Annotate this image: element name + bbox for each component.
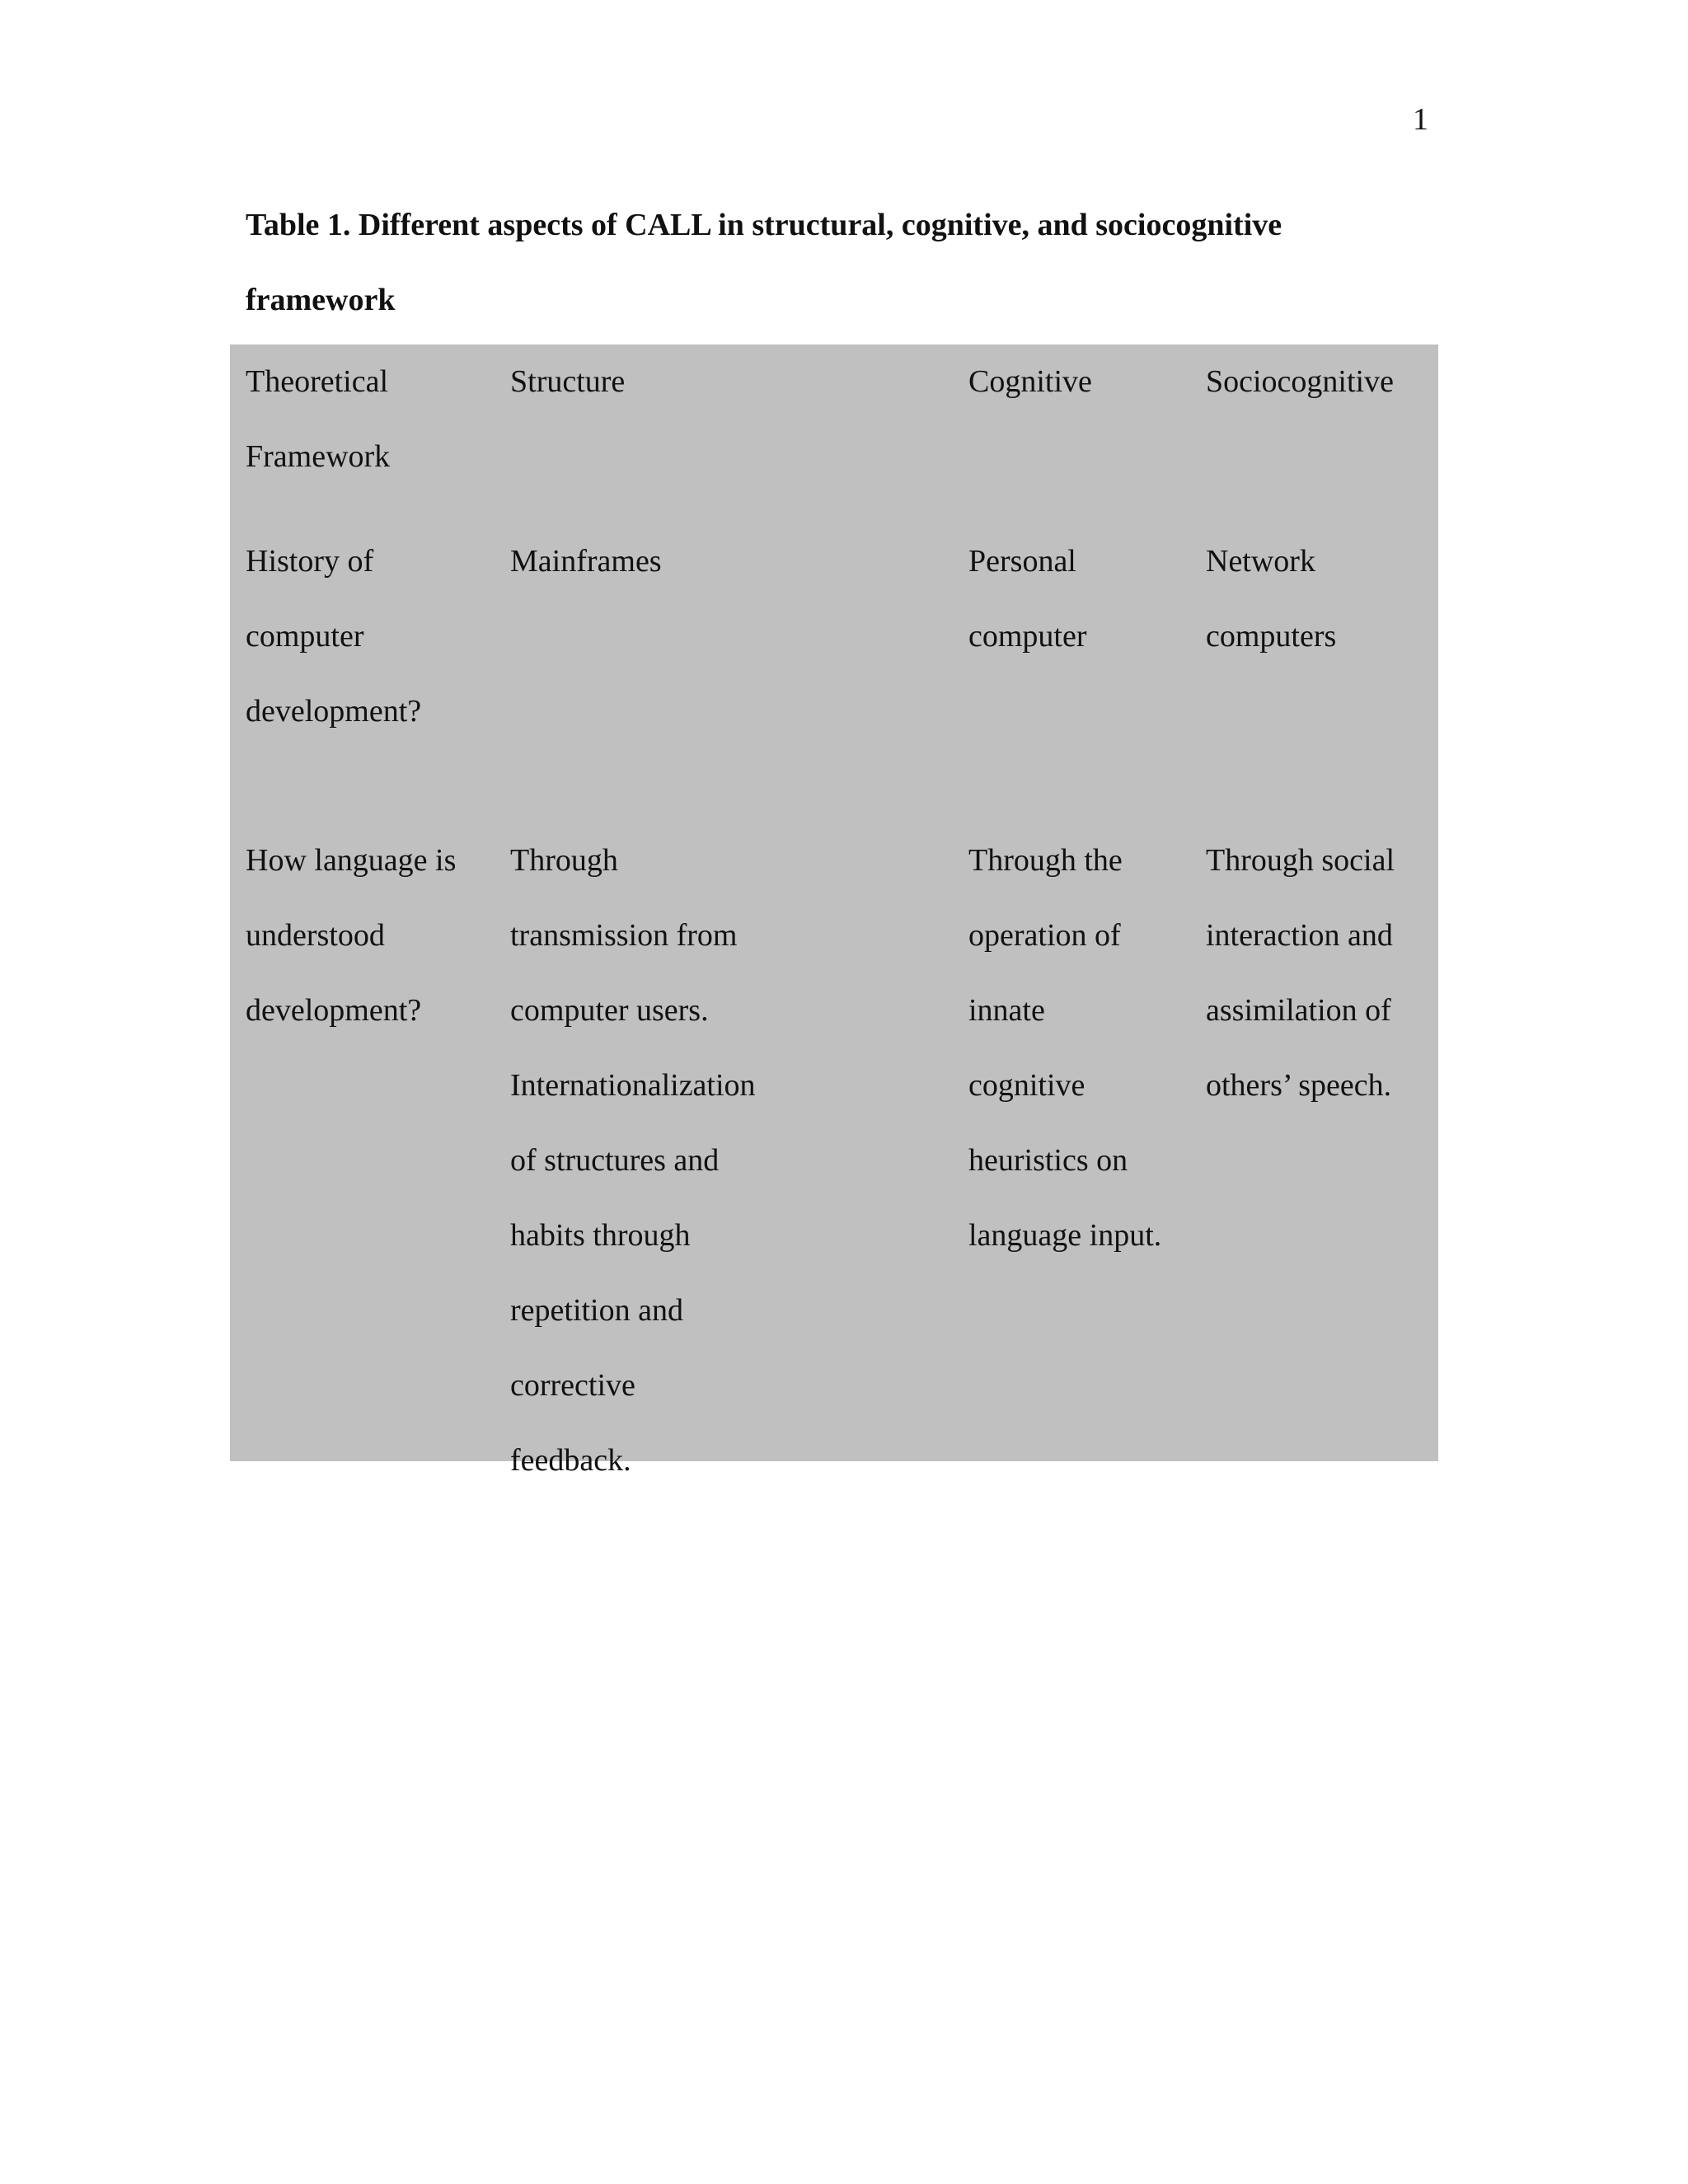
cell-line: development? [246,694,422,729]
cell-line: of structures and [510,1143,720,1178]
cell-line: Through [510,843,618,878]
header-cell-structure [510,344,625,419]
cell-line: Through the [968,843,1123,878]
cell-line: Personal [968,544,1076,579]
cell-line: Internationalization [510,1068,756,1103]
cell-sociocognitive [1206,524,1336,674]
cell-line: computer users. [510,993,709,1028]
table-caption [246,188,1432,338]
cell-line: habits through [510,1218,691,1253]
cell-line: Sociocognitive [1206,364,1394,399]
cell-line: computers [1206,619,1337,654]
cell-line: cognitive [968,1068,1085,1103]
cell-line: History of [246,544,374,579]
cell-sociocognitive [1206,823,1395,1123]
header-cell-sociocognitive [1206,344,1394,419]
cell-line: Theoretical [246,364,389,399]
cell-cognitive [968,524,1087,674]
cell-line: Through social [1206,843,1395,878]
cell-line: language input. [968,1218,1162,1253]
cell-structure [510,524,662,599]
caption-line: Table 1. Different aspects of CALL in structural, cognitive, and sociocognitive [246,208,1282,242]
cell-line: innate [968,993,1045,1028]
cell-line: assimilation of [1206,993,1391,1028]
cell-line: interaction and [1206,918,1393,953]
header-cell-theoretical-framework [246,344,390,494]
cell-line: Cognitive [968,364,1092,399]
cell-line: Mainframes [510,544,662,579]
caption-line: framework [246,283,396,317]
cell-line: development? [246,993,422,1028]
cell-line: Framework [246,439,391,474]
cell-line: heuristics on [968,1143,1128,1178]
cell-line: Network [1206,544,1315,579]
cell-cognitive [968,823,1161,1273]
cell-structure [510,823,756,1498]
cell-aspect [246,823,456,1048]
cell-line: corrective [510,1368,635,1403]
cell-line: transmission from [510,918,738,953]
header-cell-cognitive [968,344,1092,419]
cell-line: others’ speech. [1206,1068,1392,1103]
cell-line: computer [246,619,364,654]
cell-line: Structure [510,364,626,399]
cell-line: understood [246,918,385,953]
cell-line: repetition and [510,1293,683,1328]
page-number: 1 [1413,102,1428,137]
call-table [230,344,1438,1478]
cell-line: How language is [246,843,457,878]
cell-line: operation of [968,918,1121,953]
cell-aspect [246,524,421,749]
cell-line: feedback. [510,1443,631,1478]
cell-line: computer [968,619,1087,654]
